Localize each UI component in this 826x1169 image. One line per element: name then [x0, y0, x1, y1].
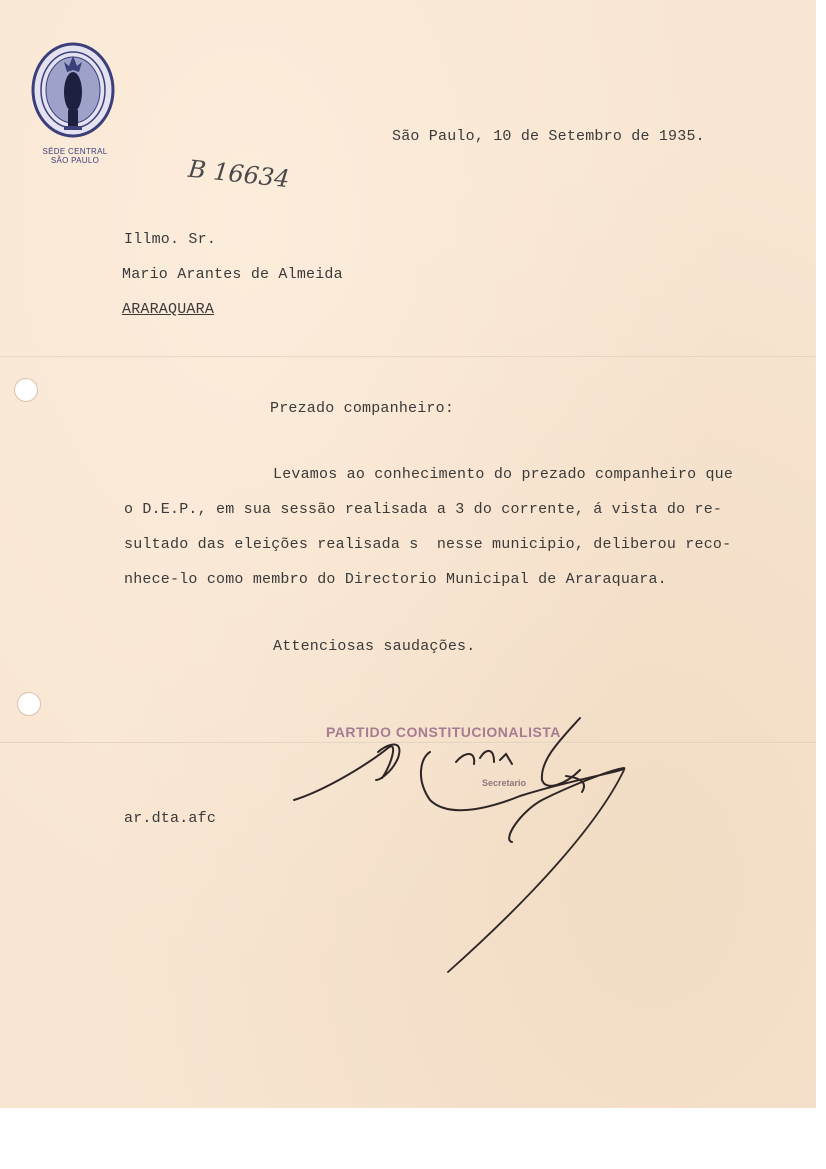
body-line: o D.E.P., em sua sessão realisada a 3 do corrente, á vista do re- — [124, 501, 723, 518]
party-emblem-icon — [30, 42, 116, 138]
reference-initials: ar.dta.afc — [124, 810, 217, 827]
letterhead-caption-line2: SÃO PAULO — [50, 156, 100, 165]
body-line: Levamos ao conhecimento do prezado companheiro que — [273, 466, 734, 483]
paper-fold-line — [0, 356, 816, 358]
scan-margin — [0, 1108, 826, 1169]
letterhead-caption-line1: SÉDE CENTRAL — [42, 147, 108, 156]
body-line: nhece-lo como membro do Directorio Municipal de Araraquara. — [124, 571, 667, 588]
party-stamp: PARTIDO CONSTITUCIONALISTA — [326, 724, 561, 740]
body-line: sultado das eleições realisada s nesse municipio, deliberou reco- — [124, 536, 732, 553]
letterhead-caption — [30, 147, 120, 165]
recipient-city: ARARAQUARA — [122, 301, 215, 318]
punch-hole — [14, 378, 38, 402]
recipient-name: Mario Arantes de Almeida — [122, 266, 343, 283]
stamp-subtitle: Secretario — [482, 778, 527, 788]
closing: Attenciosas saudações. — [273, 638, 476, 655]
recipient-salutation: Illmo. Sr. — [124, 231, 217, 248]
handwritten-reference: B 16634 — [186, 154, 291, 194]
punch-hole — [17, 692, 41, 716]
handwritten-signature — [280, 700, 640, 990]
dateline: São Paulo, 10 de Setembro de 1935. — [392, 128, 705, 145]
greeting: Prezado companheiro: — [270, 400, 455, 417]
